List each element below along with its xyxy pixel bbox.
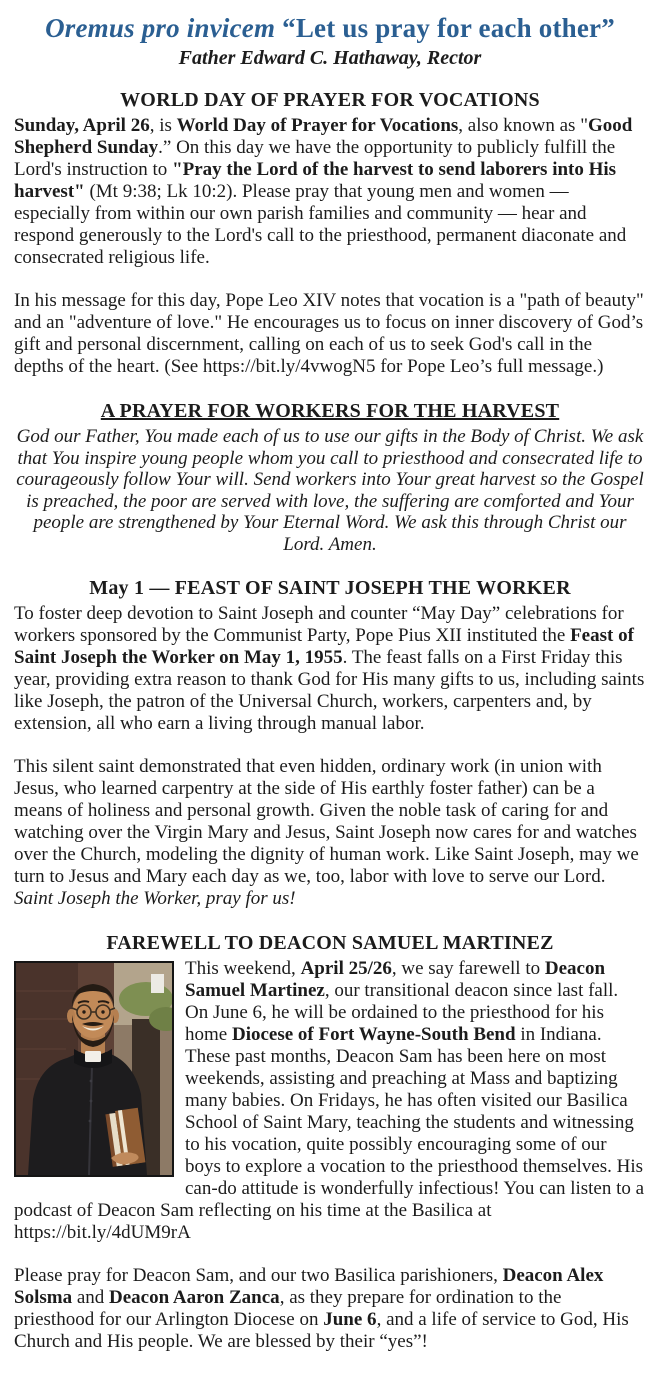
- farewell-paragraph-1: [14, 958, 646, 1244]
- page-title: [14, 12, 646, 44]
- heading-feast-saint-joseph: May 1 — FEAST OF SAINT JOSEPH THE WORKER: [89, 577, 571, 599]
- harvest-prayer-text: God our Father, You made each of us to use our gifts in the Body of Christ. We ask that You inspire young people whom you call to priesthood and consecrated life to courageously follow Your will. Send workers into Your great harvest so the Gospel is preached, the poor are served with love, the suffering are comforted and Your people are strengthened by Your Eternal Word. We ask this through Christ our Lord. Amen.: [16, 426, 644, 555]
- heading-world-day-of-prayer: WORLD DAY OF PRAYER FOR VOCATIONS: [120, 89, 540, 111]
- heading-prayer-for-workers: A PRAYER FOR WORKERS FOR THE HARVEST: [100, 400, 560, 422]
- rector-byline: Father Edward C. Hathaway, Rector: [178, 47, 482, 69]
- vocations-paragraph-1: Sunday, April 26, is World Day of Prayer for Vocations, also known as "Good Shepherd Sunday.” On this day we have the opportunity to publicly fulfill the Lord's instruction to "Pray the Lord of the harvest to send laborers into His harvest" (Mt 9:38; Lk 10:2). Please pray that young men and women — especially from within our own parish families and community — hear and respond generously to the Lord's call to the priesthood, permanent diaconate and consecrated religious life.: [14, 115, 633, 268]
- farewell-paragraph-1-text: This weekend, April 25/26, we say farewell to Deacon Samuel Martinez, our transitional deacon since last fall. On June 6, he will be ordained to the priesthood for his home Diocese of Fort Wayne-South Bend in Indiana. These past months, Deacon Sam has been here on most weekends, assisting and preaching at Mass and baptizing many babies. On Fridays, he has often visited our Basilica School of Saint Mary, teaching the students and witnessing to his vocation, quite possibly encouraging some of our boys to explore a vocation to the priesthood themselves. His can-do attitude is wonderfully infectious! You can listen to a podcast of Deacon Sam reflecting on his time at the Basilica at https://bit.ly/4dUM9rA: [14, 958, 645, 1243]
- title-latin: Oremus pro invicem: [45, 13, 276, 43]
- deacon-portrait-illustration: [16, 963, 172, 1175]
- joseph-paragraph-2: This silent saint demonstrated that even hidden, ordinary work (in union with Jesus, who learned carpentry at the side of His earthly foster father) can be a means of holiness and personal growth. Given the noble task of caring for and watching over the Virgin Mary and Jesus, Saint Joseph now cares for and watches over the Church, modeling the dignity of human work. Like Saint Joseph, may we turn to Jesus and Mary each day as we, too, labor with love to serve our Lord. Saint Joseph the Worker, pray for us!: [14, 756, 639, 909]
- joseph-paragraph-1: To foster deep devotion to Saint Joseph and counter “May Day” celebrations for workers sponsored by the Communist Party, Pope Pius XII instituted the Feast of Saint Joseph the Worker on May 1, 1955. The feast falls on a First Friday this year, providing extra reason to thank God for His many gifts to us, including saints like Joseph, the patron of the Universal Church, workers, carpenters and, by extension, all who earn a living through manual labor.: [14, 603, 645, 734]
- heading-farewell-deacon: FAREWELL TO DEACON SAMUEL MARTINEZ: [106, 932, 554, 954]
- vocations-paragraph-2: In his message for this day, Pope Leo XIV notes that vocation is a "path of beauty" and an "adventure of love." He encourages us to focus on inner discovery of God’s gift and personal discernment, calling on each of us to seek God's call in the depths of the heart. (See https://bit.ly/4vwogN5 for Pope Leo’s full message.): [14, 290, 644, 377]
- title-quote: “Let us pray for each other”: [282, 13, 615, 43]
- farewell-paragraph-2: Please pray for Deacon Sam, and our two Basilica parishioners, Deacon Alex Solsma and Deacon Aaron Zanca, as they prepare for ordination to the priesthood for our Arlington Diocese on June 6, and a life of service to God, His Church and His people. We are blessed by their “yes”!: [14, 1265, 629, 1352]
- deacon-samuel-martinez-photo: [14, 961, 174, 1177]
